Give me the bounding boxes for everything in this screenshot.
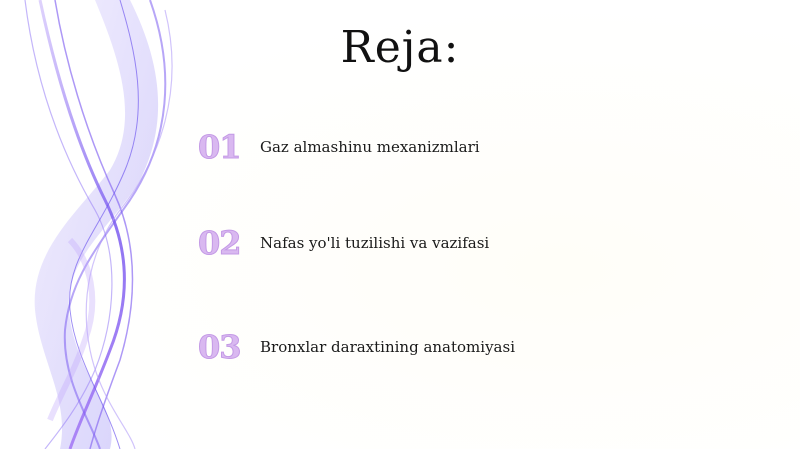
slide-title: Reja: bbox=[340, 22, 460, 73]
agenda-number: 02 bbox=[198, 224, 241, 262]
agenda-text: Bronxlar daraxtining anatomiyasi bbox=[260, 338, 515, 356]
agenda-item bbox=[198, 224, 489, 262]
agenda-item bbox=[198, 328, 515, 366]
agenda-text: Gaz almashinu mexanizmlari bbox=[260, 138, 480, 156]
agenda-number: 03 bbox=[198, 328, 241, 366]
agenda-number: 01 bbox=[198, 128, 241, 166]
agenda-item bbox=[198, 128, 480, 166]
agenda-text: Nafas yo'li tuzilishi va vazifasi bbox=[260, 234, 490, 252]
